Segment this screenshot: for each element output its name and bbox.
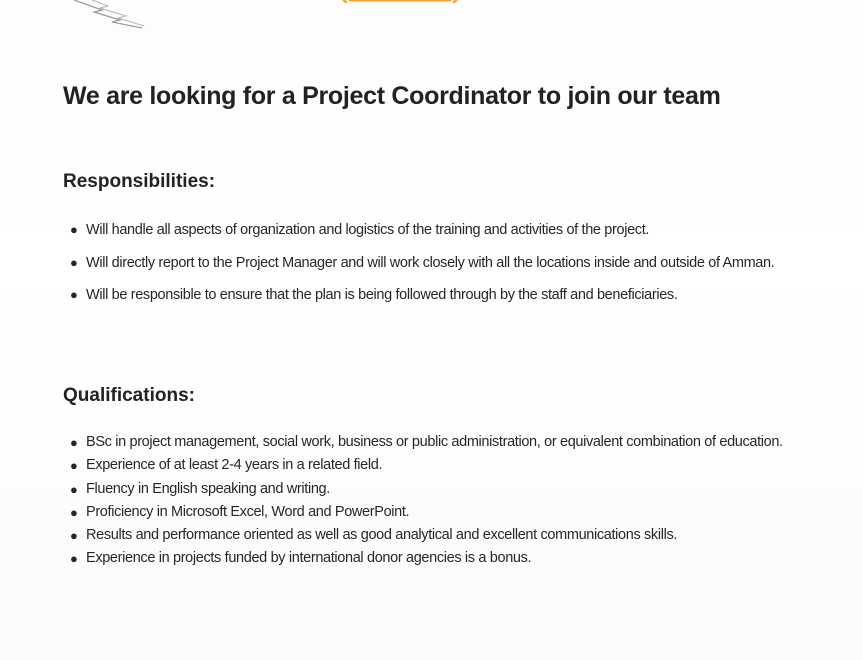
list-item: [70, 501, 790, 524]
lightning-doodle-icon: [72, 0, 152, 30]
responsibilities-list: [70, 214, 790, 312]
list-item: [70, 431, 790, 454]
list-item-text: Proficiency in Microsoft Excel, Word and PowerPoint.: [86, 503, 410, 520]
list-item-text: Will handle all aspects of organization and logistics of the training and activities of the project.: [86, 222, 650, 238]
qualifications-heading: Qualifications:: [63, 385, 195, 406]
list-item-text: Experience in projects funded by international donor agencies is a bonus.: [86, 550, 532, 567]
bullet-dot-icon: ●: [70, 435, 78, 450]
orange-bracket-mark: [330, 0, 470, 8]
list-item: [70, 547, 790, 570]
list-item-text: Will directly report to the Project Manager and will work closely with all the locations inside and outside of Amman.: [86, 254, 775, 271]
bullet-dot-icon: ●: [70, 222, 78, 237]
list-item: [70, 279, 790, 312]
list-item-text: Will be responsible to ensure that the plan is being followed through by the staff and beneficiaries.: [86, 287, 678, 303]
bullet-dot-icon: ●: [70, 504, 78, 520]
list-item-text: Experience of at least 2-4 years in a related field.: [86, 457, 383, 474]
qualifications-list: [70, 431, 790, 571]
bullet-dot-icon: ●: [70, 458, 78, 474]
bullet-dot-icon: ●: [70, 287, 78, 302]
responsibilities-heading: Responsibilities:: [63, 171, 216, 192]
list-item: [70, 247, 790, 280]
list-item: [70, 478, 790, 501]
bullet-dot-icon: ●: [70, 481, 78, 497]
list-item: [70, 524, 790, 547]
list-item: [70, 214, 790, 247]
list-item: [70, 454, 790, 477]
list-item-text: Fluency in English speaking and writing.: [86, 480, 330, 497]
bullet-dot-icon: ●: [70, 528, 78, 544]
page-title: We are looking for a Project Coordinator to join our team: [63, 82, 721, 110]
bullet-dot-icon: ●: [70, 551, 78, 567]
list-item-text: Results and performance oriented as well as good analytical and excellent communications skills.: [86, 527, 678, 544]
list-item-text: BSc in project management, social work, business or public administration, or equivalent combination of education.: [86, 434, 783, 450]
bullet-dot-icon: ●: [70, 254, 78, 270]
